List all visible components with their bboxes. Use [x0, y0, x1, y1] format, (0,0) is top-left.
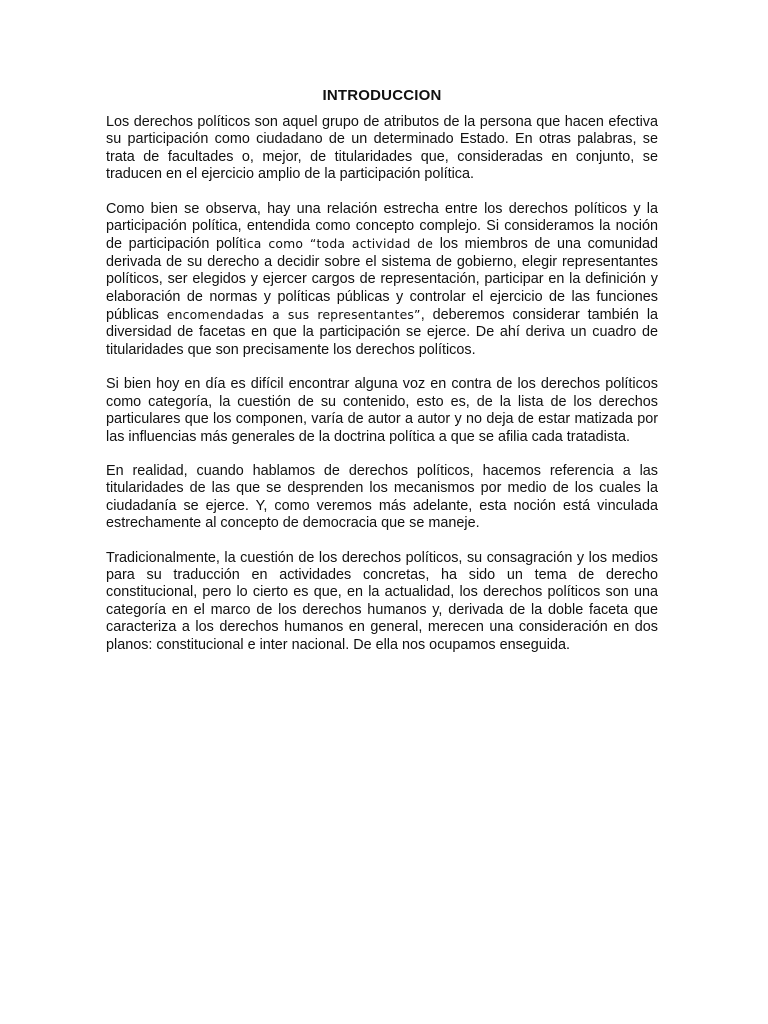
paragraph-3: Si bien hoy en día es difícil encontrar alguna voz en contra de los derechos políticos como categoría, la cuestión de su contenido, esto es, de la lista de los derechos particulares que los componen, varía de autor a autor y no deja de estar matizada por las influencias más generales de la doctrina política a que se afilia cada tratadista. — [106, 376, 658, 445]
paragraph-2 — [106, 201, 658, 360]
paragraph-2-text-b: los miembros de una comunidad derivada de su derecho a decidir sobre el sistema de gobierno, elegir representantes políticos, ser elegidos y ejercer cargos de representación, participar en la definición y elaboración de normas y políticas públicas y controlar el ejercicio de las funciones públicas — [106, 236, 658, 324]
paragraph-4: En realidad, cuando hablamos de derechos políticos, hacemos referencia a las titularidades de las que se desprenden los mecanismos por medio de los cuales la ciudadanía se ejerce. Y, como veremos más adelante, esta noción está vinculada estrechamente al concepto de democracia que se maneje. — [106, 462, 658, 532]
paragraph-1: Los derechos políticos son aquel grupo de atributos de la persona que hacen efectiva su participación como ciudadano de un determinado Estado. En otras palabras, se trata de facultades o, mejor, de titularidades que, consideradas en conjunto, se traducen en el ejercicio amplio de la participación política. — [106, 114, 658, 183]
paragraph-2-text-a: Como bien se observa, hay una relación estrecha entre los derechos políticos y la participación política, entendida como concepto complejo. Si consideramos la noción de participación polít — [106, 200, 658, 253]
quoted-definition-start: ica como “toda actividad de — [243, 236, 434, 252]
paragraph-2-text-c: , deberemos considerar también la diversidad de facetas en que la participación se ejerce. De ahí deriva un cuadro de titularidades que son precisamente los derechos políticos. — [106, 307, 659, 358]
quoted-definition-end: encomendadas a sus representantes” — [166, 307, 421, 323]
document-title: INTRODUCCION — [322, 87, 442, 104]
paragraph-5: Tradicionalmente, la cuestión de los derechos políticos, su consagración y los medios para su traducción en actividades concretas, ha sido un tema de derecho constitucional, pero lo cierto es que, en la actualidad, los derechos políticos son una categoría en el marco de los derechos humanos y, derivada de la doble faceta que caracteriza a los derechos humanos en general, merecen una consideración en dos planos: constitucional e inter nacional. De ella nos ocupamos enseguida. — [106, 549, 658, 653]
document-page — [106, 86, 658, 671]
